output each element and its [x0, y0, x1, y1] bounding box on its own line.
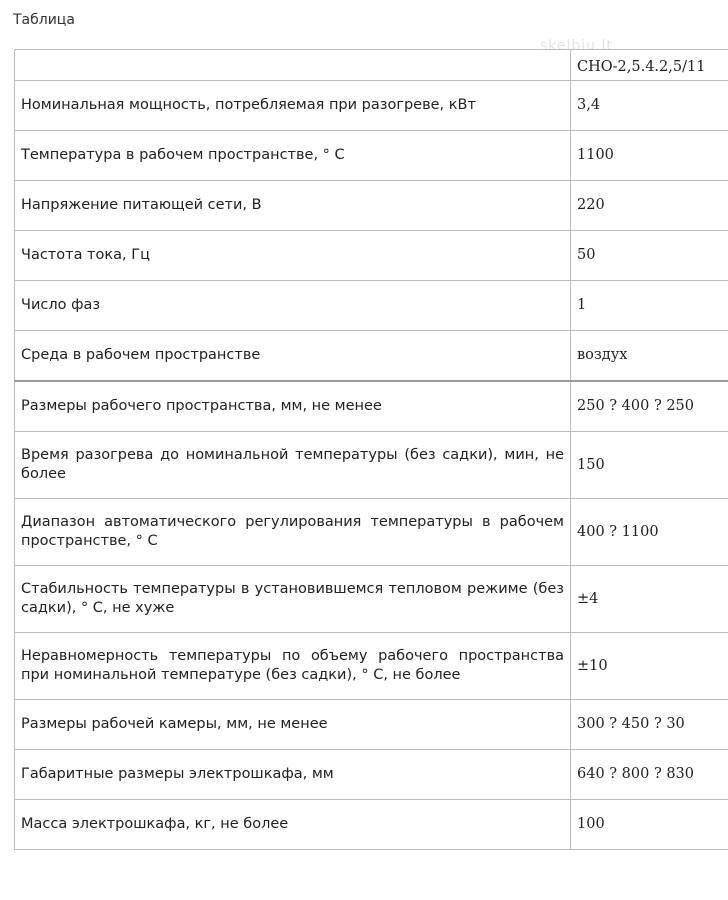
table-row	[15, 566, 728, 633]
specifications-table	[14, 49, 728, 850]
row-value: 3,4	[571, 81, 728, 131]
header-cell-empty	[15, 50, 571, 81]
table-row	[15, 750, 728, 800]
row-value: 50	[571, 231, 728, 281]
row-label: Диапазон автоматического регулирования температуры в рабочем пространстве, ° С	[15, 499, 571, 566]
row-value: ±4	[571, 566, 728, 633]
table-row	[15, 331, 728, 382]
row-label: Неравномерность температуры по объему рабочего пространства при номинальной температуре (без садки), ° С, не более	[15, 633, 571, 700]
row-label: Среда в рабочем пространстве	[15, 331, 571, 382]
table-row	[15, 281, 728, 331]
table-row	[15, 381, 728, 432]
row-value: 400 ? 1100	[571, 499, 728, 566]
row-label: Размеры рабочей камеры, мм, не менее	[15, 700, 571, 750]
row-value: 100	[571, 800, 728, 850]
row-value: 150	[571, 432, 728, 499]
row-label: Время разогрева до номинальной температуры (без садки), мин, не более	[15, 432, 571, 499]
row-label: Частота тока, Гц	[15, 231, 571, 281]
row-value: 300 ? 450 ? 30	[571, 700, 728, 750]
watermark: skelbiu.lt	[540, 38, 613, 54]
table-caption: Таблица	[13, 12, 75, 28]
table-row	[15, 499, 728, 566]
table-row	[15, 131, 728, 181]
row-value: воздух	[571, 331, 728, 382]
row-value: ±10	[571, 633, 728, 700]
row-label: Габаритные размеры электрошкафа, мм	[15, 750, 571, 800]
row-label: Число фаз	[15, 281, 571, 331]
row-label: Размеры рабочего пространства, мм, не менее	[15, 381, 571, 432]
row-label: Температура в рабочем пространстве, ° С	[15, 131, 571, 181]
row-label: Номинальная мощность, потребляемая при разогреве, кВт	[15, 81, 571, 131]
table-row	[15, 633, 728, 700]
row-value: 1	[571, 281, 728, 331]
row-label: Напряжение питающей сети, В	[15, 181, 571, 231]
table-row	[15, 181, 728, 231]
row-label: Масса электрошкафа, кг, не более	[15, 800, 571, 850]
table-row	[15, 231, 728, 281]
row-value: 220	[571, 181, 728, 231]
row-value: 640 ? 800 ? 830	[571, 750, 728, 800]
row-value: 1100	[571, 131, 728, 181]
table-header-row	[15, 50, 728, 81]
row-label: Стабильность температуры в установившемся тепловом режиме (без садки), ° С, не хуже	[15, 566, 571, 633]
table-row	[15, 81, 728, 131]
row-value: 250 ? 400 ? 250	[571, 381, 728, 432]
table-row	[15, 800, 728, 850]
table-row	[15, 432, 728, 499]
header-cell-model: СНО-2,5.4.2,5/11	[571, 50, 728, 81]
table-row	[15, 700, 728, 750]
